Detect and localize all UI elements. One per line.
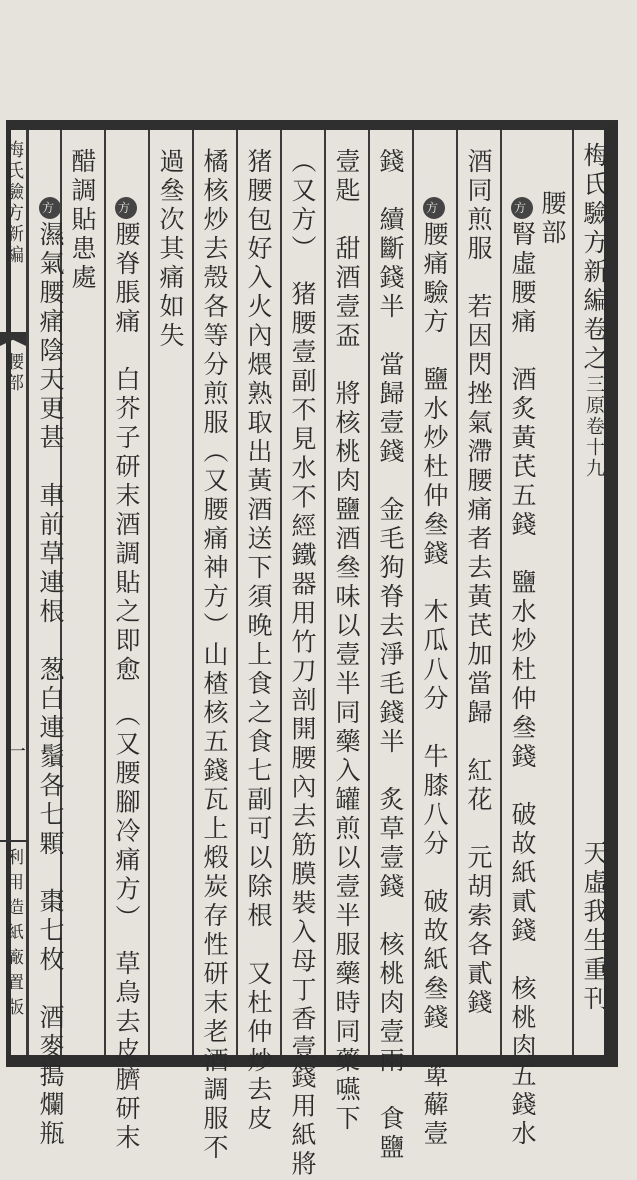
editor-credit: 天虛我生重刊 [580, 840, 609, 1014]
column-text: 濕氣腰痛陰天更甚 車前草連根 葱白連鬚各七顆 棗七枚 酒麥搗爛瓶 [36, 221, 65, 1149]
text-column-11: 醋調貼患處 [68, 148, 97, 293]
text-column-7: 猪腰包好入火內煨熟取出黃酒送下須晚上食之食七副可以除根 又杜仲炒去皮 [244, 148, 273, 1134]
text-column-1 [506, 195, 538, 1149]
section-heading: 腰部 [538, 190, 567, 248]
column-rule [148, 130, 150, 1055]
text-column-9: 過叄次其痛如失 [156, 148, 185, 351]
column-rule [324, 130, 326, 1055]
column-rule [500, 130, 502, 1055]
printer-label: 利用造紙廠置版 [3, 848, 23, 1023]
column-rule [412, 130, 414, 1055]
text-column-10 [110, 195, 142, 1153]
recipe-mark-icon: 方 [39, 197, 61, 219]
text-column-8: 橘核炒去殼各等分煎服（又腰痛神方）山楂核五錢瓦上煅炭存性研末老酒調服不 [200, 148, 229, 1163]
book-title-column [578, 142, 610, 479]
book-title: 梅氏驗方新編卷之 [580, 142, 609, 374]
recipe-mark-icon: 方 [115, 197, 137, 219]
column-text: 腰痛驗方 鹽水炒杜仲叄錢 木瓜八分 牛膝八分 破故紙叄錢 萆薢壹 [420, 221, 449, 1149]
recipe-mark-icon: 方 [511, 197, 533, 219]
gutter-rule [26, 130, 29, 1055]
text-column-4: 錢 續斷錢半 當歸壹錢 金毛狗脊去淨毛錢半 炙草壹錢 核桃肉壹兩 食鹽 [376, 148, 405, 1163]
column-text: 腎虛腰痛 酒炙黃芪五錢 鹽水炒杜仲叄錢 破故紙貳錢 核桃肉五錢水 [508, 221, 537, 1149]
column-rule [456, 130, 458, 1055]
original-volume: 三原卷十九 [583, 374, 605, 479]
text-column-5: 壹匙 甜酒壹盃 將核桃肉鹽酒叄味以壹半同藥入罐煎以壹半服藥時同藥嚥下 [332, 148, 361, 1134]
gutter-section: 腰部 [3, 352, 24, 394]
text-column-2: 酒同煎服 若因閃挫氣滯腰痛者去黃芪加當歸 紅花 元胡索各貳錢 [464, 148, 493, 1018]
page-number: 一 [6, 739, 26, 763]
column-rule [104, 130, 106, 1055]
text-column-3 [418, 195, 450, 1149]
column-rule [236, 130, 238, 1055]
column-rule [192, 130, 194, 1055]
text-column-12 [34, 195, 66, 1149]
column-rule [280, 130, 282, 1055]
text-column-6: （又方） 猪腰壹副不見水不經鐵器用竹刀剖開腰內去筋膜裝入母丁香壹錢用紙將 [288, 148, 317, 1180]
column-rule [368, 130, 370, 1055]
gutter-title: 梅氏驗方新編 [3, 140, 24, 266]
gutter-divider [0, 840, 28, 842]
recipe-mark-icon: 方 [423, 197, 445, 219]
column-text: 腰脊脹痛 白芥子研末酒調貼之即愈 （又腰腳冷痛方） 草烏去皮臍研末 [112, 221, 141, 1153]
column-rule [572, 130, 574, 1055]
